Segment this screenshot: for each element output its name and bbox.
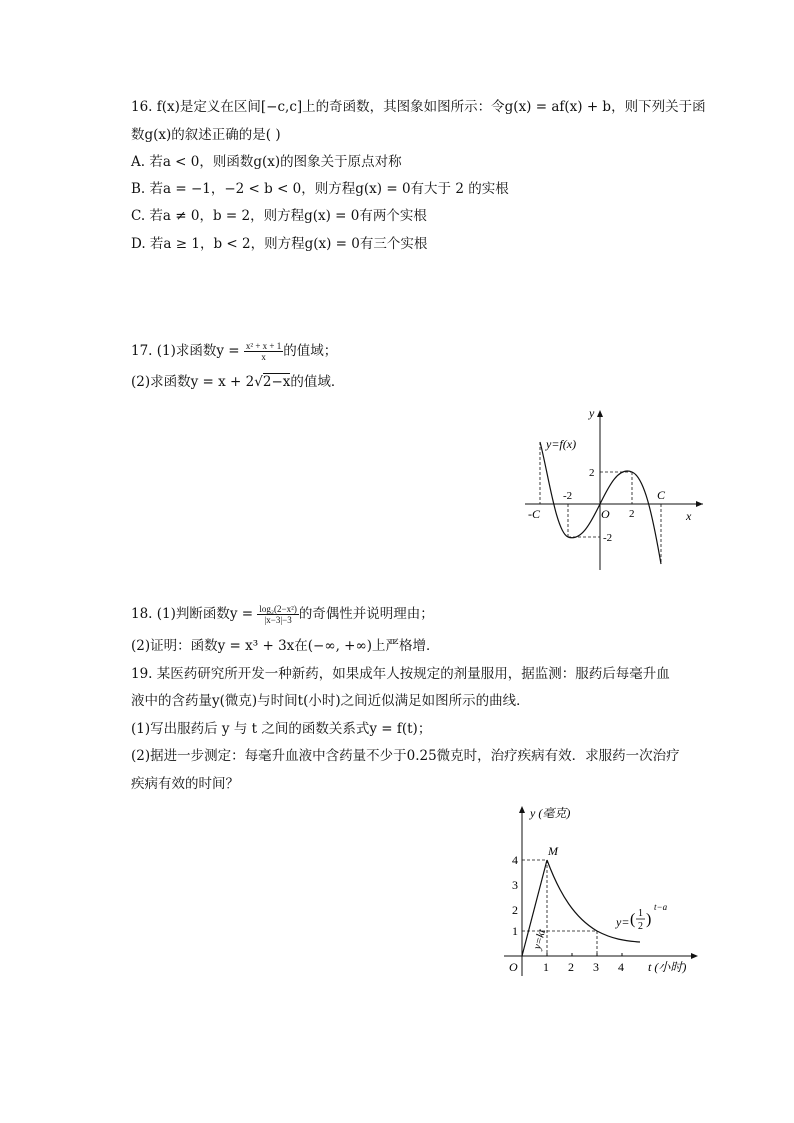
t-axis-arrow [691,953,698,959]
t-tick-label-4: 4 [618,960,624,974]
curve-frac-num: 1 [638,908,643,919]
tick-pos2: 2 [589,467,595,479]
y-tick-2: 2 [512,903,518,917]
q18-part1-prefix: 18. (1)判断函数y = [131,606,258,622]
y-tick-3: 3 [512,878,518,892]
q16-option-b: B. 若a = −1，−2 < b < 0，则方程g(x) = 0有大于 2 的实根 [131,181,509,197]
q17-radicand: 2−x [262,374,291,390]
func-label: y=f(x) [546,437,577,451]
q19-line2: 液中的含药量y(微克)与时间t(小时)之间近似满足如图所示的曲线． [131,693,530,709]
tick-neg2-x: -2 [563,490,573,502]
t-label: t (小时) [648,960,687,974]
y-axis-arrow [519,806,525,813]
q19-line3: (1)写出服药后 y 与 t 之间的函数关系式y = f(t)； [131,721,432,737]
q16-option-d: D. 若a ≥ 1，b < 2，则方程g(x) = 0有三个实根 [131,236,428,252]
q18-fraction [257,604,298,625]
curve-label-prefix: y= [616,915,630,929]
q18-fraction-numerator: log₂(2−x²) [259,604,297,614]
y-label: y (毫克) [530,806,571,820]
q19-line5: 疾病有效的时间？ [131,776,239,792]
c-label: C [657,488,666,502]
q17-fraction-numerator: x² + x + 1 [245,341,282,351]
curve-paren-left: ( [630,911,636,928]
x-axis-arrow [696,501,703,507]
q17-part1-suffix: 的值域； [283,343,338,359]
t-tick-label-1: 1 [543,960,549,974]
tick-2x: 2 [629,508,635,520]
curve-frac-den: 2 [638,921,643,932]
y-tick-4: 4 [512,853,518,867]
odd-function-graph [520,402,710,574]
y-tick-1: 1 [512,924,518,938]
tick-neg2-y: -2 [603,532,613,544]
q18-part2: (2)证明：函数y = x³ + 3x在(−∞, +∞)上严格增． [131,638,440,654]
line-label: y=kt [531,928,549,951]
q17-fraction-denominator: x [261,352,266,362]
y-label: y [589,406,595,420]
q17-part2-prefix: (2)求函数y = x + 2 [131,374,255,390]
q17-part1 [131,338,337,364]
q16-option-c: C. 若a ≠ 0，b = 2，则方程g(x) = 0有两个实根 [131,208,427,224]
q18-fraction-denominator: |x−3|−3 [264,615,292,625]
x-label: x [686,509,692,523]
q19-line4: (2)据进一步测定：每毫升血液中含药量不少于0.25微克时，治疗疾病有效．求服药一次治疗 [131,748,680,764]
q17-fraction [244,341,283,362]
drug-concentration-graph [500,800,700,980]
q17-part2-suffix: 的值域． [290,374,345,390]
q17-part2 [131,372,344,392]
q17-part1-prefix: 17. (1)求函数y = [131,343,244,359]
q16-line2: 数g(x)的叙述正确的是( ) [131,127,281,143]
sqrt-sign: √ [254,374,263,390]
origin-label: O [509,960,518,974]
curve-exponent: t−a [654,902,668,912]
q16-line1: 16. f(x)是定义在区间[−c,c]上的奇函数，其图象如图所示：令g(x) = af(x) + b，则下列关于函 [131,99,706,115]
q18-part1-suffix: 的奇偶性并说明理由； [298,606,434,622]
t-tick-label-2: 2 [568,960,574,974]
q18-part1 [131,601,434,627]
curve-paren-right: ) [646,911,652,928]
q16-option-a: A. 若a < 0，则函数g(x)的图象关于原点对称 [131,154,402,170]
neg-c-label: -C [528,507,540,521]
t-tick-label-3: 3 [593,960,599,974]
q19-line1: 19. 某医药研究所开发一种新药，如果成年人按规定的剂量服用，据监测：服药后每毫升血 [131,666,670,682]
origin-label: O [601,507,610,521]
y-axis-arrow [597,410,603,417]
decay-curve [547,860,640,942]
point-m-label: M [548,844,558,858]
